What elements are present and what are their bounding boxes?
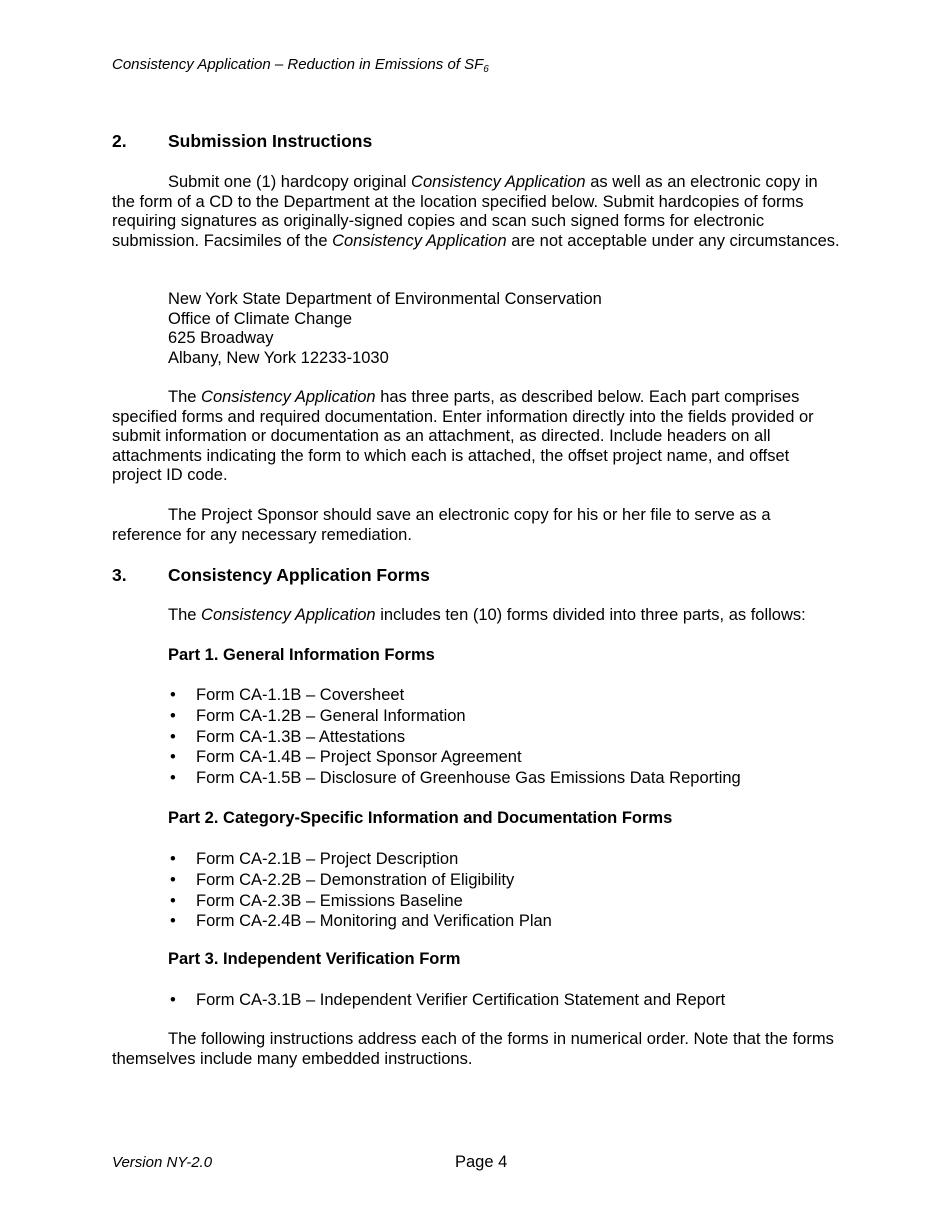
submission-paragraph xyxy=(112,173,840,251)
para1-italic-b: Consistency Application xyxy=(411,173,586,191)
part-1-heading: Part 1. General Information Forms xyxy=(168,646,435,664)
list-item xyxy=(168,870,552,891)
address-line: Office of Climate Change xyxy=(168,309,353,328)
list-item xyxy=(168,990,725,1011)
save-copy-paragraph: The Project Sponsor should save an electronic copy for his or her file to serve as a reference for any necessary remediation. xyxy=(112,506,771,544)
section-3-number: 3. xyxy=(112,565,127,585)
list-item xyxy=(168,911,552,932)
bullet-icon: • xyxy=(170,748,176,767)
list-item xyxy=(168,685,741,706)
form-label: Form CA-1.1B – Coversheet xyxy=(196,686,405,704)
part-2-form-list xyxy=(168,849,552,932)
para2-text-c: has three parts, as described below. Each part comprises specified forms and required documentation. Enter information directly into the fields provided or submit information or documentation as an attachment, as directed. Include headers on all attachments indicating the form to which each is attached, the offset project name, and offset project ID code. xyxy=(112,388,814,485)
para2-text-a: The xyxy=(168,388,202,406)
intro-text-c: includes ten (10) forms divided into three parts, as follows: xyxy=(375,606,806,624)
parts-paragraph xyxy=(112,388,840,486)
bullet-icon: • xyxy=(170,706,176,725)
address-line: New York State Department of Environmental Conservation xyxy=(168,290,602,308)
form-label: Form CA-2.2B – Demonstration of Eligibility xyxy=(196,870,515,889)
intro-italic-b: Consistency Application xyxy=(201,606,376,624)
section-2-heading xyxy=(112,131,372,152)
closing-paragraph: The following instructions address each of the forms in numerical order. Note that the forms themselves include many embedded instructions. xyxy=(112,1030,834,1068)
form-label: Form CA-2.1B – Project Description xyxy=(196,850,459,868)
form-label: Form CA-3.1B – Independent Verifier Certification Statement and Report xyxy=(196,991,726,1009)
part-3-form-list xyxy=(168,990,725,1011)
address-line: Albany, New York 12233-1030 xyxy=(168,348,389,367)
form-label: Form CA-2.4B – Monitoring and Verification Plan xyxy=(196,912,552,931)
forms-intro xyxy=(168,606,806,625)
section-2-title: Submission Instructions xyxy=(168,131,373,151)
address-block xyxy=(168,290,602,368)
running-header-title: Consistency Application – Reduction in Emissions of SF xyxy=(112,56,484,73)
list-item xyxy=(168,727,741,748)
list-item xyxy=(168,891,552,912)
form-label: Form CA-1.5B – Disclosure of Greenhouse Gas Emissions Data Reporting xyxy=(196,769,741,788)
form-label: Form CA-1.2B – General Information xyxy=(196,706,466,725)
section-3-heading xyxy=(112,565,430,586)
address-line: 625 Broadway xyxy=(168,329,274,348)
list-item xyxy=(168,706,741,727)
bullet-icon: • xyxy=(170,870,176,889)
para1-text-a: Submit one (1) hardcopy original xyxy=(168,173,412,191)
bullet-icon: • xyxy=(170,686,176,704)
intro-text-a: The xyxy=(168,606,202,624)
part-3-heading: Part 3. Independent Verification Form xyxy=(168,950,461,968)
part-2-heading: Part 2. Category-Specific Information and Documentation Forms xyxy=(168,809,673,827)
form-label: Form CA-1.4B – Project Sponsor Agreement xyxy=(196,748,522,767)
bullet-icon: • xyxy=(170,912,176,931)
footer-version: Version NY-2.0 xyxy=(112,1154,213,1171)
list-item xyxy=(168,849,552,870)
form-label: Form CA-1.3B – Attestations xyxy=(196,727,406,746)
running-header xyxy=(112,56,489,75)
list-item xyxy=(168,768,741,789)
part-1-form-list xyxy=(168,685,741,789)
section-3-title: Consistency Application Forms xyxy=(168,565,430,585)
para1-text-c: as well as an electronic copy in the form of a CD to the Department at the location specified below. Submit hardcopies of forms requiring signatures as originally-signed copies and scan such signed forms for electronic submission. Facsimiles of the xyxy=(112,173,818,250)
bullet-icon: • xyxy=(170,991,176,1009)
bullet-icon: • xyxy=(170,850,176,868)
page-number: Page 4 xyxy=(455,1153,508,1171)
para2-italic-b: Consistency Application xyxy=(201,388,376,406)
list-item xyxy=(168,747,741,768)
bullet-icon: • xyxy=(170,769,176,788)
bullet-icon: • xyxy=(170,891,176,910)
para1-italic-d: Consistency Application xyxy=(332,231,507,250)
bullet-icon: • xyxy=(170,727,176,746)
form-label: Form CA-2.3B – Emissions Baseline xyxy=(196,891,463,910)
para1-text-e: are not acceptable under any circumstances. xyxy=(506,231,840,250)
section-2-number: 2. xyxy=(112,131,127,151)
running-header-subscript: 6 xyxy=(483,64,489,75)
